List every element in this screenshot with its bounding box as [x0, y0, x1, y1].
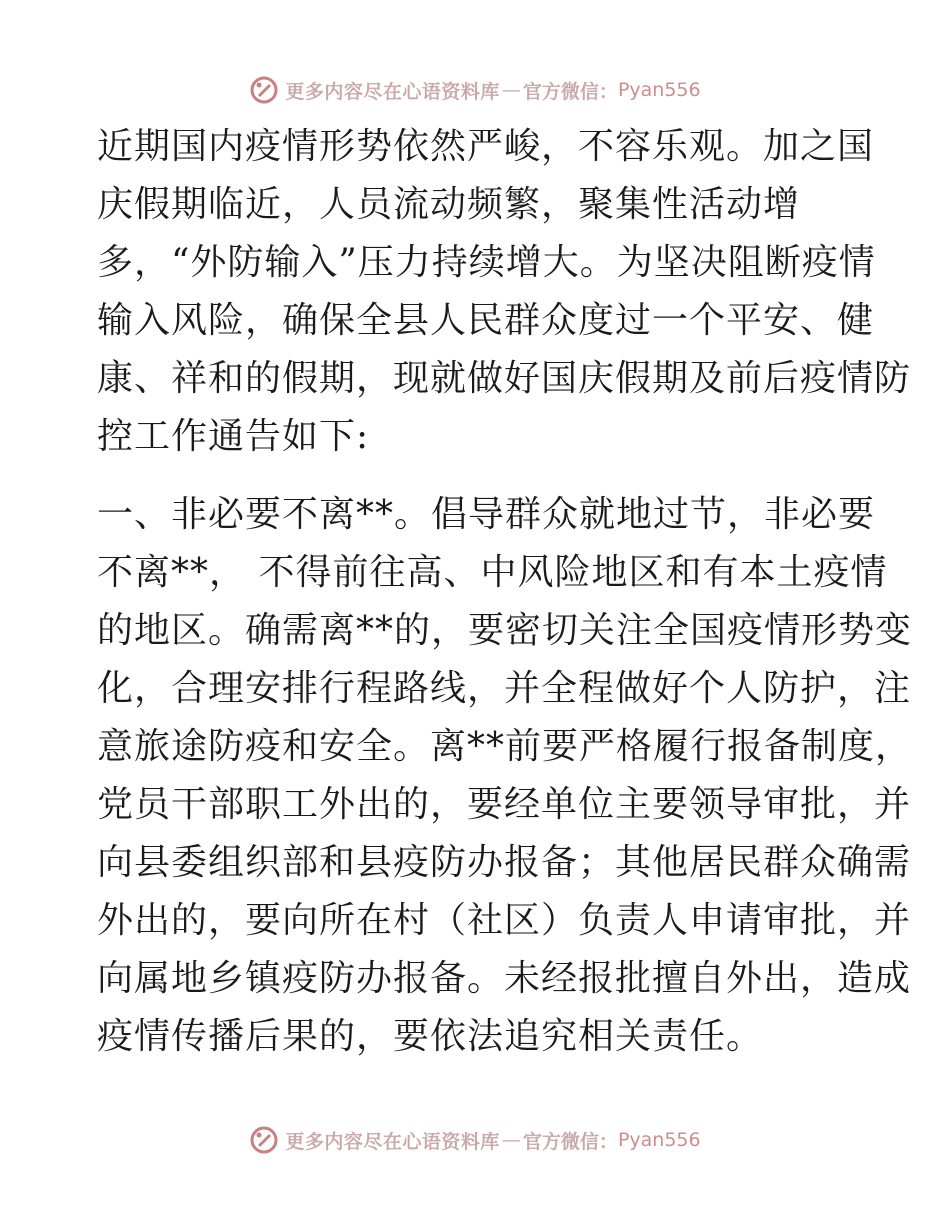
text-line: 近期国内疫情形势依然严峻，不容乐观。加之国: [97, 126, 875, 167]
footer-separator: —: [501, 1129, 521, 1151]
paragraph-section-one: [97, 486, 913, 1066]
text-line: 康、祥和的假期，现就做好国庆假期及前后疫情防: [97, 358, 912, 399]
header-brand-text: 更多内容尽在心语资料库: [285, 80, 500, 103]
brand-logo-icon: [249, 75, 279, 105]
text-line: 控工作通告如下:: [97, 416, 370, 457]
text-line: 的地区。确需离**的，要密切关注全国疫情形势变: [97, 610, 913, 651]
text-line: 一、非必要不离**。倡导群众就地过节，非必要: [97, 494, 876, 535]
footer-wechat-label: 官方微信：: [522, 1130, 618, 1153]
text-line: 疫情传播后果的，要依法追究相关责任。: [97, 1016, 764, 1057]
text-line: 庆假期临近，人员流动频繁，聚集性活动增: [97, 184, 801, 225]
footer-banner: [0, 1120, 950, 1160]
text-line: 党员干部职工外出的，要经单位主要领导审批，并: [97, 784, 912, 825]
header-wechat-id: Pyan556: [617, 79, 701, 101]
text-line: 多，“外防输入”压力持续增大。为坚决阻断疫情: [97, 242, 876, 283]
footer-brand-text: 更多内容尽在心语资料库: [285, 1130, 500, 1153]
document-body: [97, 118, 913, 1066]
header-banner: [0, 70, 950, 110]
text-line: 外出的，要向所在村（社区）负责人申请审批，并: [97, 900, 912, 941]
text-line: 意旅途防疫和安全。离**前要严格履行报备制度，: [97, 726, 913, 767]
paragraph-intro: [97, 118, 912, 466]
paragraph-spacer: [97, 466, 857, 486]
text-line: 输入风险，确保全县人民群众度过一个平安、健: [97, 300, 875, 341]
text-line: 不离**， 不得前往高、中风险地区和有本土疫情: [97, 552, 888, 593]
header-wechat-label: 官方微信：: [522, 80, 618, 103]
text-line: 化，合理安排行程路线，并全程做好个人防护，注: [97, 668, 912, 709]
brand-logo-icon: [249, 1125, 279, 1155]
footer-wechat-id: Pyan556: [617, 1129, 701, 1151]
text-line: 向县委组织部和县疫防办报备；其他居民群众确需: [97, 842, 912, 883]
header-separator: —: [501, 79, 521, 101]
text-line: 向属地乡镇疫防办报备。未经报批擅自外出，造成: [97, 958, 912, 999]
